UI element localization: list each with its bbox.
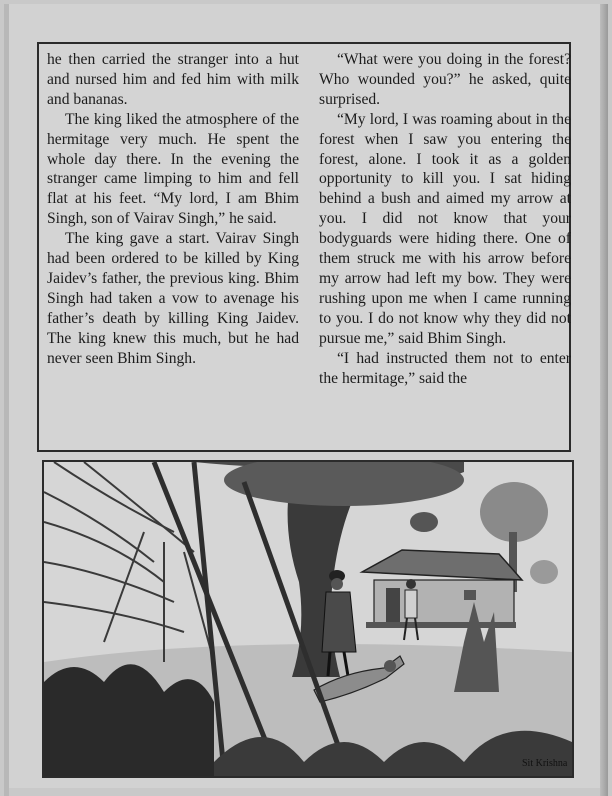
paragraph: The king gave a start. Vairav Singh had been ordered to be killed by King Jaidev’s father, the previous king. Bhim Singh had taken a vow to avenage his father’s death by killing King Jaidev. The king knew this much, but he had never seen Bhim Singh. (47, 230, 299, 367)
left-text-column (47, 50, 299, 369)
illustration-art (44, 462, 572, 776)
page-shadow-left (4, 4, 9, 796)
paragraph: “What were you doing in the forest? Who wounded you?” he asked, quite surprised. (319, 51, 571, 108)
paragraph: “My lord, I was roaming about in the forest when I saw you entering the forest, alone. I took it as a golden opportunity to kill you. I sat hiding behind a bush and aimed my arrow at you. I did not know that your bodyguards were hiding there. One of them struck me with his arrow before my arrow had left my bow. They were rushing upon me when I came running to you. I do not know why they did not pursue me,” said Bhim Singh. (319, 110, 571, 347)
text-frame (37, 42, 571, 452)
story-illustration (42, 460, 574, 778)
right-text-column (319, 50, 571, 388)
artist-signature: Sit Krishna (522, 758, 568, 769)
paragraph: The king liked the atmosphere of the hermitage very much. He spent the whole day there. In the evening the stranger came limping to him and fell flat at his feet. “My lord, I am Bhim Singh, son of Vairav Singh,” he said. (47, 110, 299, 228)
page-shadow-right (600, 4, 608, 796)
paragraph: he then carried the stranger into a hut and nursed him and fed him with milk and bananas. (47, 51, 299, 108)
hut (362, 550, 522, 628)
magazine-page (4, 4, 608, 788)
paragraph: “I had instructed them not to enter the hermitage,” said the (319, 349, 571, 387)
